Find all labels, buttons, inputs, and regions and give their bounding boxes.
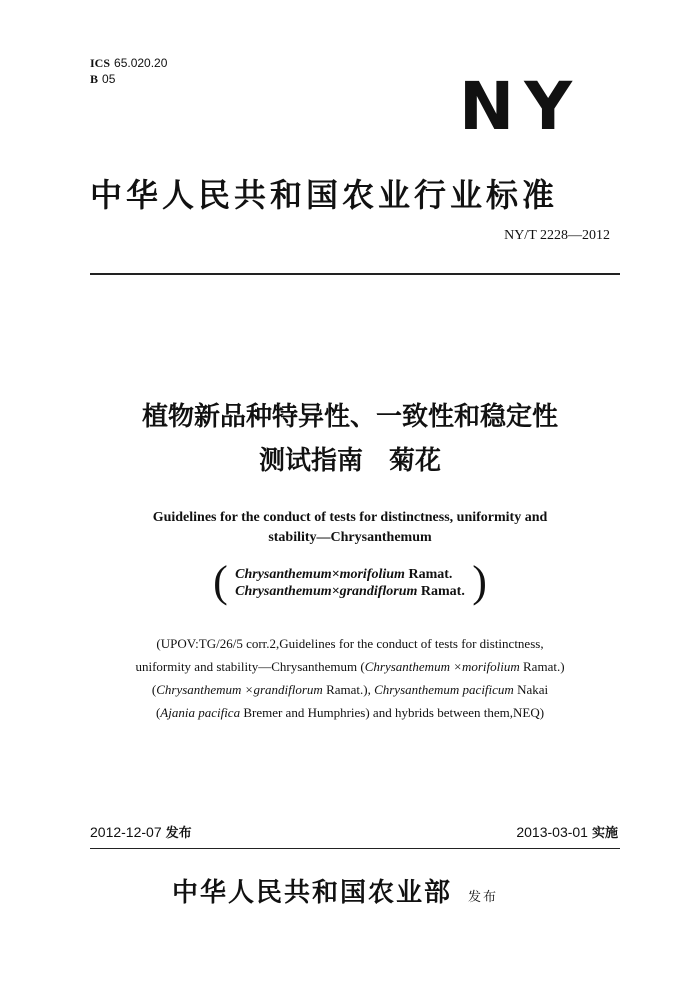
species2-name: Chrysanthemum×grandiflorum	[235, 584, 418, 599]
species1-name: Chrysanthemum×morifolium	[235, 567, 405, 582]
left-paren: (	[213, 557, 228, 606]
species-line2	[235, 583, 465, 600]
ics-value: 65.020.20	[114, 56, 168, 70]
note-l2-c: Ramat.)	[519, 659, 565, 674]
b-key: B	[90, 72, 99, 86]
title-en-line1: Guidelines for the conduct of tests for distinctness, uniformity and	[152, 510, 548, 525]
ny-logo: NY	[458, 68, 582, 145]
note-l2-b: Chrysanthemum ×morifolium	[364, 659, 520, 674]
standard-category-title: 中华人民共和国农业行业标准	[90, 176, 559, 214]
note-l3-a: (	[151, 682, 157, 697]
note-l3-e: Nakai	[513, 682, 549, 697]
note-l3-d: Chrysanthemum pacificum	[374, 682, 514, 697]
title-zh-line2: 测试指南 菊花	[258, 446, 441, 476]
issue-label: 发布	[165, 826, 192, 841]
note-l3-c: Ramat.),	[322, 682, 375, 697]
note-l2-a: uniformity and stability—Chrysanthemum (	[135, 659, 365, 674]
implement-date-value: 2013-03-01	[516, 824, 588, 840]
ics-key: ICS	[90, 56, 111, 70]
b-line	[90, 71, 167, 87]
top-divider	[90, 273, 620, 275]
implement-label: 实施	[591, 826, 618, 841]
note-l4-c: Bremer and Humphries) and hybrids between them,NEQ)	[240, 705, 545, 720]
issuer-label: 发布	[468, 890, 499, 905]
note-line4	[0, 701, 700, 724]
right-paren: )	[472, 557, 487, 606]
issuer-name: 中华人民共和国农业部	[172, 878, 453, 908]
title-zh-line1: 植物新品种特异性、一致性和稳定性	[141, 402, 558, 432]
note-line2	[0, 655, 700, 678]
species-block	[0, 557, 700, 606]
note-l4-a: (	[155, 705, 161, 720]
issuer	[172, 872, 498, 909]
bottom-divider	[90, 848, 620, 849]
b-value: 05	[102, 72, 116, 86]
standard-number: NY/T 2228—2012	[504, 228, 610, 243]
note-l3-b: Chrysanthemum ×grandiflorum	[156, 682, 323, 697]
issue-date-value: 2012-12-07	[90, 824, 162, 840]
ics-line	[90, 55, 167, 71]
issue-date	[90, 822, 192, 841]
ics-classification	[90, 55, 167, 87]
title-en-line2: stability—Chrysanthemum	[268, 530, 432, 545]
species-line1	[235, 566, 465, 583]
implement-date	[516, 822, 618, 841]
species1-author: Ramat.	[408, 567, 453, 582]
note-l4-b: Ajania pacifica	[160, 705, 241, 720]
note-line1: (UPOV:TG/26/5 corr.2,Guidelines for the conduct of tests for distinctness,	[156, 636, 544, 651]
note-line3	[0, 678, 700, 701]
species2-author: Ramat.	[420, 584, 465, 599]
